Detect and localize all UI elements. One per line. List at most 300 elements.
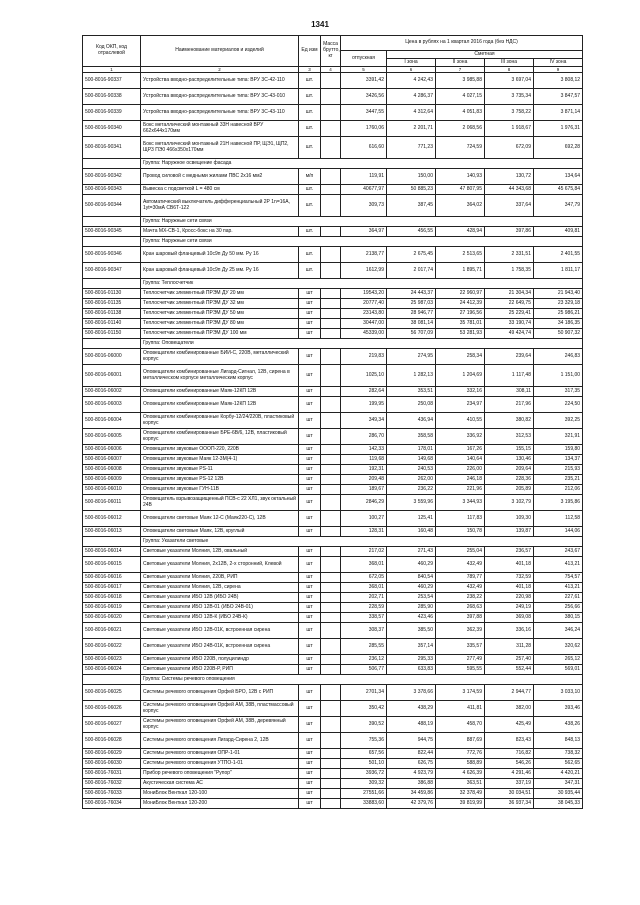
item-code: 500-8016-06013 bbox=[83, 527, 141, 537]
item-name: Провод силовой с медными жилами ПВС 2х16 мм2 bbox=[141, 169, 299, 185]
item-name: Оповещатели световые Маяк, 12В, круглый bbox=[141, 527, 299, 537]
zone-3-price: 4 291,46 bbox=[485, 769, 534, 779]
table-row bbox=[83, 329, 583, 339]
item-name: Теплосчетчик элементный ПРЭМ ДУ 80 мм bbox=[141, 319, 299, 329]
item-code: 500-8016-90343 bbox=[83, 185, 141, 195]
item-name: Акустическая система АС bbox=[141, 779, 299, 789]
zone-1-price: 28 946,77 bbox=[387, 309, 436, 319]
item-name: Оповещатели звуковые РS-11 bbox=[141, 465, 299, 475]
item-name: Оповещатели звуковые Маяк 12-3М(4-1) bbox=[141, 455, 299, 465]
zone-2-price: 150,78 bbox=[436, 527, 485, 537]
release-price: 3936,72 bbox=[341, 769, 387, 779]
release-price: 1025,10 bbox=[341, 365, 387, 387]
item-gross bbox=[321, 789, 341, 799]
item-gross bbox=[321, 583, 341, 593]
release-price: 350,42 bbox=[341, 701, 387, 717]
zone-3-price: 217,96 bbox=[485, 397, 534, 413]
zone-2-price: 258,34 bbox=[436, 349, 485, 365]
zone-1-price: 840,54 bbox=[387, 573, 436, 583]
item-code: 500-8016-01140 bbox=[83, 319, 141, 329]
zone-3-price: 1 117,48 bbox=[485, 365, 534, 387]
item-code: 500-8016-06017 bbox=[83, 583, 141, 593]
table-row bbox=[83, 309, 583, 319]
item-code: 500-8016-01135 bbox=[83, 299, 141, 309]
zone-1-price: 274,95 bbox=[387, 349, 436, 365]
group-row bbox=[83, 279, 583, 289]
table-row bbox=[83, 349, 583, 365]
table-row bbox=[83, 511, 583, 527]
item-gross bbox=[321, 429, 341, 445]
item-code: 500-8016-06023 bbox=[83, 655, 141, 665]
item-gross bbox=[321, 759, 341, 769]
item-code: 500-8016-01138 bbox=[83, 309, 141, 319]
release-price: 506,77 bbox=[341, 665, 387, 675]
release-price: 228,59 bbox=[341, 603, 387, 613]
zone-3-price: 209,64 bbox=[485, 465, 534, 475]
item-name: Световые указатели ИБО 12В-01 (ИБО 24В-01) bbox=[141, 603, 299, 613]
item-unit: шт bbox=[299, 329, 321, 339]
item-gross bbox=[321, 195, 341, 217]
release-price: 657,56 bbox=[341, 749, 387, 759]
item-code: 500-8016-01130 bbox=[83, 289, 141, 299]
item-name: Оповещатели комбинированные Лигард-Сигнал, 12В, сирена в металлическом корпусе металлическим корпус bbox=[141, 365, 299, 387]
item-gross bbox=[321, 749, 341, 759]
item-unit: шт bbox=[299, 309, 321, 319]
item-gross bbox=[321, 527, 341, 537]
release-price: 119,68 bbox=[341, 455, 387, 465]
item-code: 500-8016-06009 bbox=[83, 475, 141, 485]
zone-2-price: 4 027,15 bbox=[436, 89, 485, 105]
item-unit: шт bbox=[299, 397, 321, 413]
zone-3-price: 401,18 bbox=[485, 583, 534, 593]
zone-3-price: 1 758,35 bbox=[485, 263, 534, 279]
item-gross bbox=[321, 397, 341, 413]
release-price: 3426,56 bbox=[341, 89, 387, 105]
table-row bbox=[83, 475, 583, 485]
item-unit: шт bbox=[299, 613, 321, 623]
table-row bbox=[83, 299, 583, 309]
group-label: Группа: Системы речевого оповещения bbox=[141, 675, 583, 685]
release-price: 1760,06 bbox=[341, 121, 387, 137]
item-code: 500-8016-90338 bbox=[83, 89, 141, 105]
group-label: Группа: Теплосчетчик bbox=[141, 279, 583, 289]
item-name: Системы речевого оповещения Орфей АМ, 38В, деревянный корпус bbox=[141, 717, 299, 733]
item-unit: шт bbox=[299, 639, 321, 655]
table-row bbox=[83, 769, 583, 779]
zone-1-price: 271,43 bbox=[387, 547, 436, 557]
zone-2-price: 335,57 bbox=[436, 639, 485, 655]
zone-3-price: 312,53 bbox=[485, 429, 534, 445]
zone-1-price: 460,29 bbox=[387, 583, 436, 593]
item-gross bbox=[321, 717, 341, 733]
release-price: 236,12 bbox=[341, 655, 387, 665]
item-gross bbox=[321, 799, 341, 809]
zone-4-price: 562,65 bbox=[534, 759, 583, 769]
zone-3-price: 425,49 bbox=[485, 717, 534, 733]
item-unit: шт. bbox=[299, 195, 321, 217]
zone-2-price: 724,59 bbox=[436, 137, 485, 159]
group-code-cell bbox=[83, 675, 141, 685]
zone-4-price: 413,21 bbox=[534, 583, 583, 593]
table-row bbox=[83, 639, 583, 655]
release-price: 390,52 bbox=[341, 717, 387, 733]
item-unit: шт bbox=[299, 593, 321, 603]
item-name: Системы речевого оповещения Орфей БРО, 12В с РИП bbox=[141, 685, 299, 701]
zone-4-price: 227,61 bbox=[534, 593, 583, 603]
zone-3-price: 1 918,67 bbox=[485, 121, 534, 137]
zone-4-price: 317,35 bbox=[534, 387, 583, 397]
zone-3-price: 337,64 bbox=[485, 195, 534, 217]
table-row bbox=[83, 557, 583, 573]
zone-3-price: 308,11 bbox=[485, 387, 534, 397]
table-row bbox=[83, 263, 583, 279]
item-unit: шт bbox=[299, 665, 321, 675]
item-unit: шт bbox=[299, 429, 321, 445]
item-name: Прибор речевого оповещения "Рупор" bbox=[141, 769, 299, 779]
item-unit: шт bbox=[299, 779, 321, 789]
header-unit: Ед изм bbox=[299, 36, 321, 67]
zone-1-price: 2 017,74 bbox=[387, 263, 436, 279]
item-code: 500-8016-90345 bbox=[83, 227, 141, 237]
zone-2-price: 595,55 bbox=[436, 665, 485, 675]
item-code: 500-8016-06019 bbox=[83, 603, 141, 613]
item-name: Оповещатели комбинированные БИИ-С, 220В, металлический корпус bbox=[141, 349, 299, 365]
zone-3-price: 36 937,34 bbox=[485, 799, 534, 809]
zone-2-price: 411,81 bbox=[436, 701, 485, 717]
zone-1-price: 240,53 bbox=[387, 465, 436, 475]
zone-3-price: 382,00 bbox=[485, 701, 534, 717]
zone-3-price: 2 944,77 bbox=[485, 685, 534, 701]
release-price: 27551,66 bbox=[341, 789, 387, 799]
item-code: 500-8016-06016 bbox=[83, 573, 141, 583]
item-name: Световые указатели ИБО 220В-Р, РИП bbox=[141, 665, 299, 675]
item-name: Световые указатели Молния, 220В, РИП bbox=[141, 573, 299, 583]
item-gross bbox=[321, 413, 341, 429]
item-gross bbox=[321, 105, 341, 121]
zone-2-price: 140,64 bbox=[436, 455, 485, 465]
item-unit: шт bbox=[299, 299, 321, 309]
group-row bbox=[83, 237, 583, 247]
item-name: Кран шаровый фланцевый 10с9п Ду 50 мм. Ру 16 bbox=[141, 247, 299, 263]
zone-4-price: 134,64 bbox=[534, 169, 583, 185]
zone-2-price: 238,22 bbox=[436, 593, 485, 603]
table-row bbox=[83, 195, 583, 217]
item-name: Оповещатели комбинированные БРЕ-6В/6, 12В, пластиковый корпус bbox=[141, 429, 299, 445]
zone-3-price: 33 190,74 bbox=[485, 319, 534, 329]
group-row bbox=[83, 159, 583, 169]
release-price: 368,01 bbox=[341, 557, 387, 573]
zone-2-price: 234,97 bbox=[436, 397, 485, 413]
release-price: 672,05 bbox=[341, 573, 387, 583]
zone-1-price: 149,68 bbox=[387, 455, 436, 465]
zone-4-price: 243,67 bbox=[534, 547, 583, 557]
item-code: 500-8016-06014 bbox=[83, 547, 141, 557]
zone-4-price: 246,83 bbox=[534, 349, 583, 365]
zone-2-price: 432,49 bbox=[436, 557, 485, 573]
zone-1-price: 385,50 bbox=[387, 623, 436, 639]
zone-3-price: 3 735,34 bbox=[485, 89, 534, 105]
zone-3-price: 716,82 bbox=[485, 749, 534, 759]
release-price: 189,67 bbox=[341, 485, 387, 495]
item-name: Теплосчетчик элементный ПРЭМ ДУ 100 мм bbox=[141, 329, 299, 339]
release-price: 20777,40 bbox=[341, 299, 387, 309]
zone-4-price: 1 976,31 bbox=[534, 121, 583, 137]
zone-2-price: 458,70 bbox=[436, 717, 485, 733]
zone-3-price: 552,44 bbox=[485, 665, 534, 675]
release-price: 142,33 bbox=[341, 445, 387, 455]
item-gross bbox=[321, 247, 341, 263]
item-gross bbox=[321, 455, 341, 465]
zone-4-price: 347,79 bbox=[534, 195, 583, 217]
zone-3-price: 369,08 bbox=[485, 613, 534, 623]
zone-3-price: 130,72 bbox=[485, 169, 534, 185]
item-unit: шт bbox=[299, 289, 321, 299]
zone-1-price: 4 286,37 bbox=[387, 89, 436, 105]
zone-2-price: 140,93 bbox=[436, 169, 485, 185]
item-name: Оповещатель взрывозащищенный ПСВ-с 22 ХЛ1, звук октальный 24В bbox=[141, 495, 299, 511]
zone-3-price: 139,87 bbox=[485, 527, 534, 537]
group-code-cell bbox=[83, 279, 141, 289]
release-price: 286,70 bbox=[341, 429, 387, 445]
zone-2-price: 167,26 bbox=[436, 445, 485, 455]
zone-2-price: 3 174,59 bbox=[436, 685, 485, 701]
zone-1-price: 125,41 bbox=[387, 511, 436, 527]
zone-2-price: 246,18 bbox=[436, 475, 485, 485]
price-table bbox=[82, 35, 583, 809]
zone-1-price: 25 987,03 bbox=[387, 299, 436, 309]
item-gross bbox=[321, 547, 341, 557]
group-row bbox=[83, 217, 583, 227]
item-unit: шт bbox=[299, 547, 321, 557]
zone-4-price: 265,12 bbox=[534, 655, 583, 665]
item-name: МониБлок Венткал 120-100 bbox=[141, 789, 299, 799]
header-code: Код ОКП, код отраслевой bbox=[83, 36, 141, 67]
zone-2-price: 397,88 bbox=[436, 613, 485, 623]
zone-4-price: 3 195,86 bbox=[534, 495, 583, 511]
zone-2-price: 268,63 bbox=[436, 603, 485, 613]
item-unit: шт bbox=[299, 655, 321, 665]
item-name: Теплосчетчик элементный ПРЭМ ДУ 50 мм bbox=[141, 309, 299, 319]
table-row bbox=[83, 121, 583, 137]
item-unit: шт. bbox=[299, 227, 321, 237]
zone-2-price: 789,77 bbox=[436, 573, 485, 583]
item-gross bbox=[321, 137, 341, 159]
zone-2-price: 2 513,65 bbox=[436, 247, 485, 263]
item-name: Оповещатели комбинированные Маяк-12КП 12В bbox=[141, 397, 299, 413]
table-row bbox=[83, 319, 583, 329]
column-index: 5 bbox=[341, 67, 387, 73]
group-code-cell bbox=[83, 537, 141, 547]
item-code: 500-8016-06022 bbox=[83, 639, 141, 655]
item-code: 500-8016-76033 bbox=[83, 789, 141, 799]
release-price: 2846,29 bbox=[341, 495, 387, 511]
zone-1-price: 24 443,37 bbox=[387, 289, 436, 299]
zone-1-price: 3 378,66 bbox=[387, 685, 436, 701]
release-price: 755,36 bbox=[341, 733, 387, 749]
item-unit: шт bbox=[299, 387, 321, 397]
item-name: Устройства вводно-распределительные типа: ВРУ 3С-42-110 bbox=[141, 73, 299, 89]
item-unit: шт. bbox=[299, 185, 321, 195]
zone-2-price: 32 378,49 bbox=[436, 789, 485, 799]
item-name: Световые указатели ИБО 12В-01К, встроенная сирена bbox=[141, 623, 299, 639]
zone-3-price: 22 649,75 bbox=[485, 299, 534, 309]
zone-3-price: 236,57 bbox=[485, 547, 534, 557]
item-code: 500-8016-06029 bbox=[83, 749, 141, 759]
item-unit: шт bbox=[299, 717, 321, 733]
zone-2-price: 35 781,01 bbox=[436, 319, 485, 329]
item-unit: шт bbox=[299, 583, 321, 593]
item-unit: шт bbox=[299, 319, 321, 329]
zone-2-price: 47 807,95 bbox=[436, 185, 485, 195]
item-code: 500-8016-06028 bbox=[83, 733, 141, 749]
item-name: Световые указатели Молния, 12В, сирена bbox=[141, 583, 299, 593]
zone-3-price: 823,43 bbox=[485, 733, 534, 749]
zone-4-price: 144,06 bbox=[534, 527, 583, 537]
table-row bbox=[83, 593, 583, 603]
zone-2-price: 1 204,69 bbox=[436, 365, 485, 387]
zone-3-price: 3 697,04 bbox=[485, 73, 534, 89]
zone-1-price: 353,51 bbox=[387, 387, 436, 397]
zone-3-price: 311,28 bbox=[485, 639, 534, 655]
item-unit: шт. bbox=[299, 105, 321, 121]
zone-3-price: 2 331,51 bbox=[485, 247, 534, 263]
table-row bbox=[83, 413, 583, 429]
zone-2-price: 3 985,88 bbox=[436, 73, 485, 89]
item-gross bbox=[321, 665, 341, 675]
item-unit: шт. bbox=[299, 73, 321, 89]
item-name: Световые указатели Молния, 12В, овальный bbox=[141, 547, 299, 557]
column-index: 9 bbox=[534, 67, 583, 73]
item-code: 500-8016-76032 bbox=[83, 779, 141, 789]
zone-3-price: 3 758,22 bbox=[485, 105, 534, 121]
zone-1-price: 423,46 bbox=[387, 613, 436, 623]
item-name: Оповещатели звуковые ОООП-220, 220В bbox=[141, 445, 299, 455]
zone-4-price: 347,31 bbox=[534, 779, 583, 789]
item-code: 500-8016-06008 bbox=[83, 465, 141, 475]
table-row bbox=[83, 105, 583, 121]
item-gross bbox=[321, 329, 341, 339]
zone-1-price: 56 707,09 bbox=[387, 329, 436, 339]
zone-4-price: 848,13 bbox=[534, 733, 583, 749]
item-unit: шт bbox=[299, 413, 321, 429]
table-row bbox=[83, 169, 583, 185]
item-code: 500-8016-90341 bbox=[83, 137, 141, 159]
release-price: 45339,00 bbox=[341, 329, 387, 339]
release-price: 192,31 bbox=[341, 465, 387, 475]
group-row bbox=[83, 339, 583, 349]
item-name: Системы речевого оповещения Орфей АМ, 38В, пластмассовый корпус bbox=[141, 701, 299, 717]
zone-4-price: 3 847,57 bbox=[534, 89, 583, 105]
zone-4-price: 738,32 bbox=[534, 749, 583, 759]
item-unit: шт bbox=[299, 685, 321, 701]
item-name: МониБлок Венткал 120-200 bbox=[141, 799, 299, 809]
group-row bbox=[83, 675, 583, 685]
release-price: 309,32 bbox=[341, 779, 387, 789]
zone-3-price: 49 424,74 bbox=[485, 329, 534, 339]
release-price: 282,64 bbox=[341, 387, 387, 397]
table-row bbox=[83, 429, 583, 445]
group-row bbox=[83, 537, 583, 547]
table-row bbox=[83, 685, 583, 701]
table-row bbox=[83, 445, 583, 455]
zone-4-price: 38 045,33 bbox=[534, 799, 583, 809]
zone-1-price: 236,22 bbox=[387, 485, 436, 495]
zone-4-price: 134,37 bbox=[534, 455, 583, 465]
zone-1-price: 2 675,45 bbox=[387, 247, 436, 263]
header-name: Наименование материалов и изделий bbox=[141, 36, 299, 67]
item-unit: шт bbox=[299, 557, 321, 573]
zone-3-price: 30 034,51 bbox=[485, 789, 534, 799]
zone-4-price: 392,25 bbox=[534, 413, 583, 429]
column-index: 4 bbox=[321, 67, 341, 73]
zone-4-price: 224,50 bbox=[534, 397, 583, 413]
zone-4-price: 212,06 bbox=[534, 485, 583, 495]
zone-2-price: 1 895,71 bbox=[436, 263, 485, 279]
item-gross bbox=[321, 701, 341, 717]
item-code: 500-8016-06003 bbox=[83, 397, 141, 413]
release-price: 308,37 bbox=[341, 623, 387, 639]
item-gross bbox=[321, 387, 341, 397]
item-gross bbox=[321, 289, 341, 299]
item-unit: шт bbox=[299, 573, 321, 583]
item-name: Теплосчетчик элементный ПРЭМ ДУ 32 мм bbox=[141, 299, 299, 309]
item-unit: шт. bbox=[299, 263, 321, 279]
zone-4-price: 21 943,40 bbox=[534, 289, 583, 299]
item-code: 500-8016-76031 bbox=[83, 769, 141, 779]
zone-2-price: 432,49 bbox=[436, 583, 485, 593]
table-row bbox=[83, 495, 583, 511]
zone-4-price: 3 808,12 bbox=[534, 73, 583, 89]
item-code: 500-8016-90344 bbox=[83, 195, 141, 217]
zone-4-price: 34 186,35 bbox=[534, 319, 583, 329]
release-price: 3447,55 bbox=[341, 105, 387, 121]
page-number: 1341 bbox=[311, 20, 329, 29]
item-gross bbox=[321, 511, 341, 527]
item-name: Мачта МХ-СВ-1, Кросс-бокс на 30 пар. bbox=[141, 227, 299, 237]
item-code: 500-8016-06002 bbox=[83, 387, 141, 397]
table-row bbox=[83, 365, 583, 387]
item-unit: шт bbox=[299, 799, 321, 809]
release-price: 119,91 bbox=[341, 169, 387, 185]
table-body bbox=[83, 73, 583, 809]
zone-1-price: 4 242,43 bbox=[387, 73, 436, 89]
item-code: 500-8016-01150 bbox=[83, 329, 141, 339]
zone-3-price: 220,98 bbox=[485, 593, 534, 603]
column-index: 3 bbox=[299, 67, 321, 73]
table-row bbox=[83, 465, 583, 475]
item-gross bbox=[321, 319, 341, 329]
item-gross bbox=[321, 299, 341, 309]
item-code: 500-8016-06024 bbox=[83, 665, 141, 675]
table-row bbox=[83, 289, 583, 299]
header-zone-3: III зона bbox=[485, 59, 534, 67]
zone-4-price: 321,91 bbox=[534, 429, 583, 445]
zone-3-price: 239,64 bbox=[485, 349, 534, 365]
zone-3-price: 25 229,41 bbox=[485, 309, 534, 319]
release-price: 209,48 bbox=[341, 475, 387, 485]
zone-3-price: 380,82 bbox=[485, 413, 534, 429]
group-code-cell bbox=[83, 159, 141, 169]
item-name: Теплосчетчик элементный ПРЭМ ДУ 20 мм bbox=[141, 289, 299, 299]
zone-1-price: 262,00 bbox=[387, 475, 436, 485]
release-price: 40677,97 bbox=[341, 185, 387, 195]
item-unit: шт. bbox=[299, 89, 321, 105]
table-row bbox=[83, 397, 583, 413]
release-price: 338,57 bbox=[341, 613, 387, 623]
zone-2-price: 39 819,99 bbox=[436, 799, 485, 809]
zone-3-price: 21 304,34 bbox=[485, 289, 534, 299]
table-row bbox=[83, 655, 583, 665]
